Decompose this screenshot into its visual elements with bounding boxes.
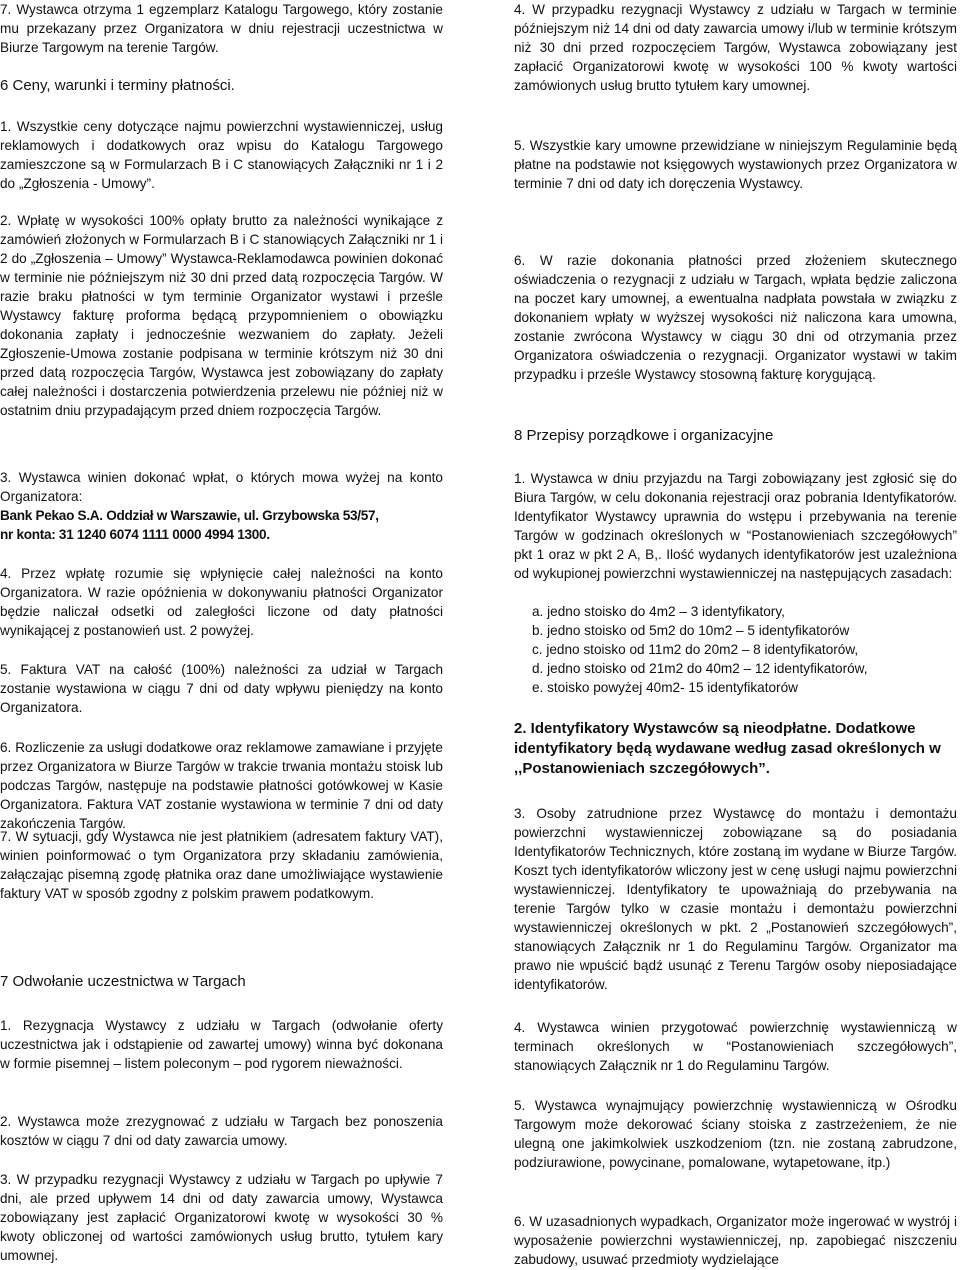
list-item: c. jedno stoisko od 11m2 do 20m2 – 8 identyfikatorów,	[532, 642, 859, 657]
list-item: d. jedno stoisko od 21m2 do 40m2 – 12 identyfikatorów,	[532, 661, 868, 676]
paragraph-6-5: 5. Faktura VAT na całość (100%) należności za udział w Targach zostanie wystawiona w ciągu 7 dni od daty wpływu pieniędzy na konto Organizatora.	[0, 662, 443, 715]
paragraph-7-5: 5. Wszystkie kary umowne przewidziane w niniejszym Regulaminie będą płatne na podstawie not księgowych wystawionych przez Organizatora w terminie 7 dni od daty ich doręczenia Wystawcy.	[514, 138, 957, 191]
identifier-list	[532, 602, 868, 697]
bank-name: Bank Pekao S.A. Oddział w Warszawie, ul. Grzybowska 53/57,	[0, 508, 379, 523]
paragraph-6-1: 1. Wszystkie ceny dotyczące najmu powierzchni wystawienniczej, usług reklamowych i dodatkowych oraz wpisu do Katalogu Targowego zamieszczone są w Formularzach B i C stanowiących Załączniki nr 1 i 2 do „Zgłoszenia - Umowy”.	[0, 119, 443, 191]
paragraph-7-1: 7. Wystawca otrzyma 1 egzemplarz Katalogu Targowego, który zostanie mu przekazany przez Organizatora w dniu rejestracji uczestnictwa w Biurze Targowym na terenie Targów.	[0, 2, 443, 55]
list-item: e. stoisko powyżej 40m2- 15 identyfikatorów	[532, 680, 798, 695]
paragraph-8-3: 3. Osoby zatrudnione przez Wystawcę do montażu i demontażu powierzchni wystawienniczej zobowiązane są do posiadania Identyfikatorów Technicznych, które zostaną im wydane w Biurze Targów. Koszt tych identyfikatorów wliczony jest w cenę usługi najmu powierzchni wystawienniczej. Identyfikatory te upoważniają do przebywania na terenie Targów tylko w czasie montażu i demontażu powierzchni wystawienniczej określonych w pkt. 2 „Postanowień szczegółowych”, stanowiących Załącznik nr 1 do Regulaminu Targów. Organizator ma prawo nie wpuścić bądź usunąć z Terenu Targów osoby nieposiadające identyfikatorów.	[514, 806, 957, 992]
paragraph-6-7: 7. W sytuacji, gdy Wystawca nie jest płatnikiem (adresatem faktury VAT), winien poinformować o tym Organizatora przy składaniu zamówienia, załączając pisemną zgodę płatnika oraz dane umożliwiające wystawienie faktury VAT w sposób zgodny z polskim prawem podatkowym.	[0, 829, 443, 901]
paragraph-8-5: 5. Wystawca wynajmujący powierzchnię wystawienniczą w Ośrodku Targowym może dekorować ściany stoiska z zastrzeżeniem, że nie ulegną one jakimkolwiek uszkodzeniom (tzn. nie zostaną zabrudzone, podziurawione, powycinane, pomalowane, wytapetowane, itp.)	[514, 1098, 957, 1170]
section-7-heading: 7 Odwołanie uczestnictwa w Targach	[0, 973, 246, 990]
paragraph-7-3: 3. W przypadku rezygnacji Wystawcy z udziału w Targach po upływie 7 dni, ale przed upływem 14 dni od daty zawarcia umowy, Wystawca zobowiązany jest zapłacić Organizatorowi kwotę w wysokości 30 % kwoty obliczonej od wartości zamówionych usług brutto, tytułem kary umownej.	[0, 1172, 443, 1263]
paragraph-8-4: 4. Wystawca winien przygotować powierzchnię wystawienniczą w terminach określonych w “Postanowieniach szczegółowych”, stanowiących Załącznik nr 1 do Regulaminu Targów.	[514, 1020, 957, 1073]
paragraph-6-4: 4. Przez wpłatę rozumie się wpłynięcie całej należności na konto Organizatora. W razie opóźnienia w dokonywaniu płatności Organizator będzie naliczał odsetki od zaległości liczone od daty płatności wynikającej z postanowień ust. 2 powyżej.	[0, 566, 443, 638]
paragraph-7-2: 2. Wystawca może zrezygnować z udziału w Targach bez ponoszenia kosztów w ciągu 7 dni od daty zawarcia umowy.	[0, 1114, 443, 1148]
section-8-heading: 8 Przepisy porządkowe i organizacyjne	[514, 427, 774, 444]
list-item: a. jedno stoisko do 4m2 – 3 identyfikatory,	[532, 604, 785, 619]
paragraph-7-4: 4. W przypadku rezygnacji Wystawcy z udziału w Targach w terminie późniejszym niż 14 dni od daty zawarcia umowy i/lub w terminie krótszym niż 30 dni przed rozpoczęciem Targów, Wystawca zobowiązany jest zapłacić Organizatorowi kwotę w wysokości 100 % kwoty wartości zamówionych usług brutto tytułem kary umownej.	[514, 2, 957, 93]
list-item: b. jedno stoisko od 5m2 do 10m2 – 5 identyfikatorów	[532, 623, 850, 638]
paragraph-7-1b: 1. Rezygnacja Wystawcy z udziału w Targach (odwołanie oferty uczestnictwa jak i odstąpienie od zawartej umowy) winna być dokonana w formie pisemnej – listem poleconym – pod rygorem nieważności.	[0, 1018, 443, 1071]
paragraph-6-6: 6. Rozliczenie za usługi dodatkowe oraz reklamowe zamawiane i przyjęte przez Organizatora w Biurze Targów w trakcie trwania montażu stoisk lub podczas Targów, następuje na podstawie płatności gotówkowej w Kasie Organizatora. Faktura VAT zostanie wystawiona w terminie 7 dni od daty zakończenia Targów.	[0, 740, 443, 831]
paragraph-6-3: 3. Wystawca winien dokonać wpłat, o których mowa wyżej na konto Organizatora:	[0, 470, 443, 504]
paragraph-8-2: 2. Identyfikatory Wystawców są nieodpłatne. Dodatkowe identyfikatory będą wydawane według zasad określonych w ,,Postanowieniach szczegółowych”.	[514, 720, 941, 777]
paragraph-6-2: 2. Wpłatę w wysokości 100% opłaty brutto za należności wynikające z zamówień złożonych w Formularzach B i C stanowiących Załączniki nr 1 i 2 do „Zgłoszenia – Umowy” Wystawca-Reklamodawca powinien dokonać w terminie nie późniejszym niż 30 dni przed datą rozpoczęcia Targów. W razie braku płatności w tym terminie Organizator wystawi i prześle Wystawcy fakturę proforma będącą przypomnieniem o obowiązku dokonania zapłaty i jednocześnie wezwaniem do zapłaty. Jeżeli Zgłoszenie-Umowa zostanie podpisana w terminie krótszym niż 30 dni przed datą rozpoczęcia Targów, Wystawca jest zobowiązany do zapłaty całej należności i dostarczenia potwierdzenia przelewu nie później niż w ostatnim dniu przypadającym przed dniem rozpoczęcia Targów.	[0, 213, 443, 418]
paragraph-8-1: 1. Wystawca w dniu przyjazdu na Targi zobowiązany jest zgłosić się do Biura Targów, w celu dokonania rejestracji oraz pobrania Identyfikatorów. Identyfikator Wystawcy uprawnia do wstępu i przebywania na terenie Targów w godzinach określonych w “Postanowieniach szczegółowych” pkt 1 oraz w pkt 2 A, B,. Ilość wydanych identyfikatorów jest uzależniona od wykupionej powierzchni wystawienniczej na następujących zasadach:	[514, 471, 957, 581]
paragraph-7-6: 6. W razie dokonania płatności przed złożeniem skutecznego oświadczenia o rezygnacji z udziału w Targach, wpłata będzie zaliczona na poczet kary umownej, a ewentualna nadpłata powstała w związku z dokonaniem wpłaty w wyższej wysokości niż naliczona kara umowna, zostanie zwrócona Wystawcy w ciągu 30 dni od otrzymania przez Organizatora oświadczenia o rezygnacji. Organizator wystawi w takim przypadku i prześle Wystawcy stosowną fakturę korygującą.	[514, 253, 957, 382]
section-6-heading: 6 Ceny, warunki i terminy płatności.	[0, 77, 235, 94]
paragraph-8-6: 6. W uzasadnionych wypadkach, Organizator może ingerować w wystrój i wyposażenie powierzchni wystawienniczej, np. zapobiegać niszczeniu zabudowy, usuwać przedmioty wydzielające	[514, 1214, 957, 1267]
bank-account-number: nr konta: 31 1240 6074 1111 0000 4994 1300.	[0, 527, 270, 542]
